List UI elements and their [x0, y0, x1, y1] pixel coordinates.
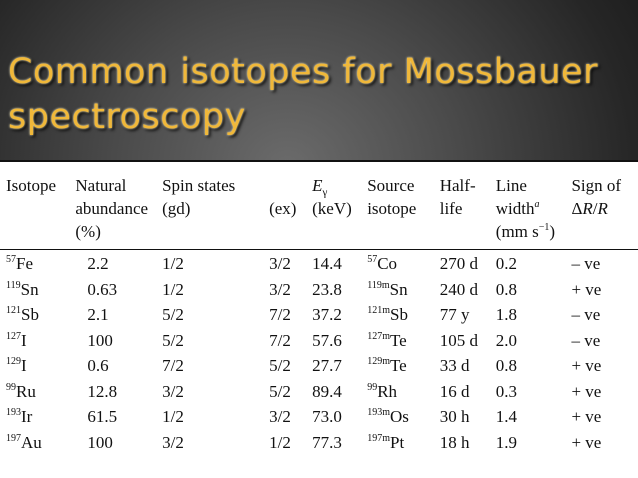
table-row — [6, 328, 638, 354]
header-abundance: Natural abundance (%) — [75, 176, 149, 241]
cell-sign: – ve — [571, 305, 601, 324]
cell-energy: 23.8 — [312, 279, 342, 299]
header-energy: $E_\gamma$ (keV) — [312, 174, 367, 243]
cell-source: $^{193m}$Os — [367, 407, 409, 426]
cell-spin-gd: 5/2 — [162, 330, 184, 350]
header-halflife: Half- life — [439, 176, 476, 218]
cell-linewidth: 0.2 — [495, 254, 518, 273]
cell-spin-ex: 7/2 — [269, 305, 291, 324]
cell-isotope: $^{127}$I — [6, 330, 27, 350]
cell-linewidth: 1.4 — [495, 407, 518, 426]
cell-abundance: 0.6 — [87, 356, 109, 375]
cell-energy: 73.0 — [312, 407, 342, 426]
cell-abundance: 12.8 — [87, 381, 118, 401]
cell-energy: 77.3 — [312, 432, 342, 452]
cell-energy: 14.4 — [312, 254, 342, 273]
cell-source: $^{121m}$Sb — [367, 305, 408, 324]
cell-halflife: 33 d — [439, 356, 470, 375]
cell-sign: + ve — [571, 432, 602, 452]
cell-energy: 89.4 — [312, 381, 342, 401]
cell-spin-ex: 5/2 — [269, 356, 291, 375]
cell-abundance: 100 — [87, 330, 113, 350]
cell-halflife: 18 h — [439, 432, 470, 452]
cell-halflife: 270 d — [439, 254, 478, 273]
cell-abundance: 2.1 — [87, 305, 109, 324]
header-source: Source isotope — [367, 176, 417, 218]
cell-spin-ex: 3/2 — [269, 407, 291, 426]
header-energy-symbol: $E_\gamma$ — [312, 176, 328, 199]
isotope-table-image — [0, 160, 638, 478]
table-row — [6, 277, 638, 303]
cell-spin-gd: 1/2 — [162, 407, 184, 426]
cell-isotope: $^{119}$Sn — [6, 279, 39, 299]
table-row — [6, 430, 638, 456]
cell-halflife: 30 h — [439, 407, 470, 426]
cell-linewidth: 0.3 — [495, 381, 518, 401]
cell-halflife: 105 d — [439, 330, 478, 350]
cell-sign: – ve — [571, 254, 601, 273]
header-linewidth: Line width$^a$ (mm $s^{-1}$) — [496, 174, 572, 243]
cell-abundance: 100 — [87, 432, 113, 452]
cell-linewidth: 2.0 — [495, 330, 518, 350]
cell-isotope: $^{99}$Ru — [6, 381, 36, 401]
cell-spin-gd: 3/2 — [162, 432, 184, 452]
table-row — [6, 353, 638, 379]
header-spin-ex: (ex) — [269, 199, 297, 218]
cell-spin-ex: 3/2 — [269, 254, 291, 273]
cell-spin-ex: 1/2 — [269, 432, 291, 452]
cell-isotope: $^{129}$I — [6, 356, 27, 375]
cell-spin-gd: 7/2 — [162, 356, 184, 375]
isotope-table — [6, 174, 638, 455]
cell-abundance: 61.5 — [87, 407, 118, 426]
header-sign: Sign of ΔR/R — [571, 174, 638, 243]
cell-source: $^{129m}$Te — [367, 356, 407, 375]
cell-linewidth: 0.8 — [495, 279, 518, 299]
cell-halflife: 240 d — [439, 279, 478, 299]
header-spin-gd: Spin states (gd) — [162, 176, 236, 218]
header-isotope: Isotope — [6, 176, 57, 195]
cell-spin-ex: 7/2 — [269, 330, 291, 350]
cell-spin-ex: 3/2 — [269, 279, 291, 299]
header-linewidth-label: width$^a$ — [495, 199, 540, 218]
cell-isotope: $^{121}$Sb — [6, 305, 39, 324]
cell-spin-gd: 3/2 — [162, 381, 184, 401]
cell-linewidth: 1.8 — [495, 305, 518, 324]
cell-sign: + ve — [571, 356, 602, 375]
table-top-rule — [0, 160, 638, 162]
cell-sign: + ve — [571, 407, 602, 426]
cell-linewidth: 1.9 — [495, 432, 518, 452]
cell-halflife: 16 d — [439, 381, 470, 401]
cell-spin-gd: 1/2 — [162, 279, 184, 299]
table-row — [6, 243, 638, 277]
cell-source: $^{119m}$Sn — [367, 279, 408, 299]
cell-sign: + ve — [571, 279, 602, 299]
header-sign-symbol: ΔR/R — [571, 199, 608, 218]
cell-energy: 27.7 — [312, 356, 342, 375]
slide-title: Common isotopes for Mossbauer spectroscopy — [8, 52, 598, 137]
cell-source: $^{99}$Rh — [367, 381, 398, 401]
table-row — [6, 302, 638, 328]
cell-energy: 57.6 — [312, 330, 342, 350]
cell-sign: – ve — [571, 330, 601, 350]
cell-isotope: $^{193}$Ir — [6, 407, 33, 426]
header-linewidth-unit: (mm $s^{-1}$) — [495, 222, 556, 241]
table-row — [6, 379, 638, 405]
cell-abundance: 2.2 — [87, 254, 109, 273]
cell-abundance: 0.63 — [87, 279, 118, 299]
table-header-row — [6, 174, 638, 243]
cell-sign: + ve — [571, 381, 602, 401]
cell-linewidth: 0.8 — [495, 356, 518, 375]
cell-spin-ex: 5/2 — [269, 381, 291, 401]
cell-isotope: $^{57}$Fe — [6, 254, 33, 273]
cell-source: $^{127m}$Te — [367, 330, 407, 350]
cell-halflife: 77 y — [439, 305, 470, 324]
cell-isotope: $^{197}$Au — [6, 432, 42, 452]
cell-source: $^{57}$Co — [367, 254, 398, 273]
table-row — [6, 404, 638, 430]
cell-spin-gd: 1/2 — [162, 254, 184, 273]
cell-spin-gd: 5/2 — [162, 305, 184, 324]
cell-energy: 37.2 — [312, 305, 342, 324]
cell-source: $^{197m}$Pt — [367, 432, 405, 452]
